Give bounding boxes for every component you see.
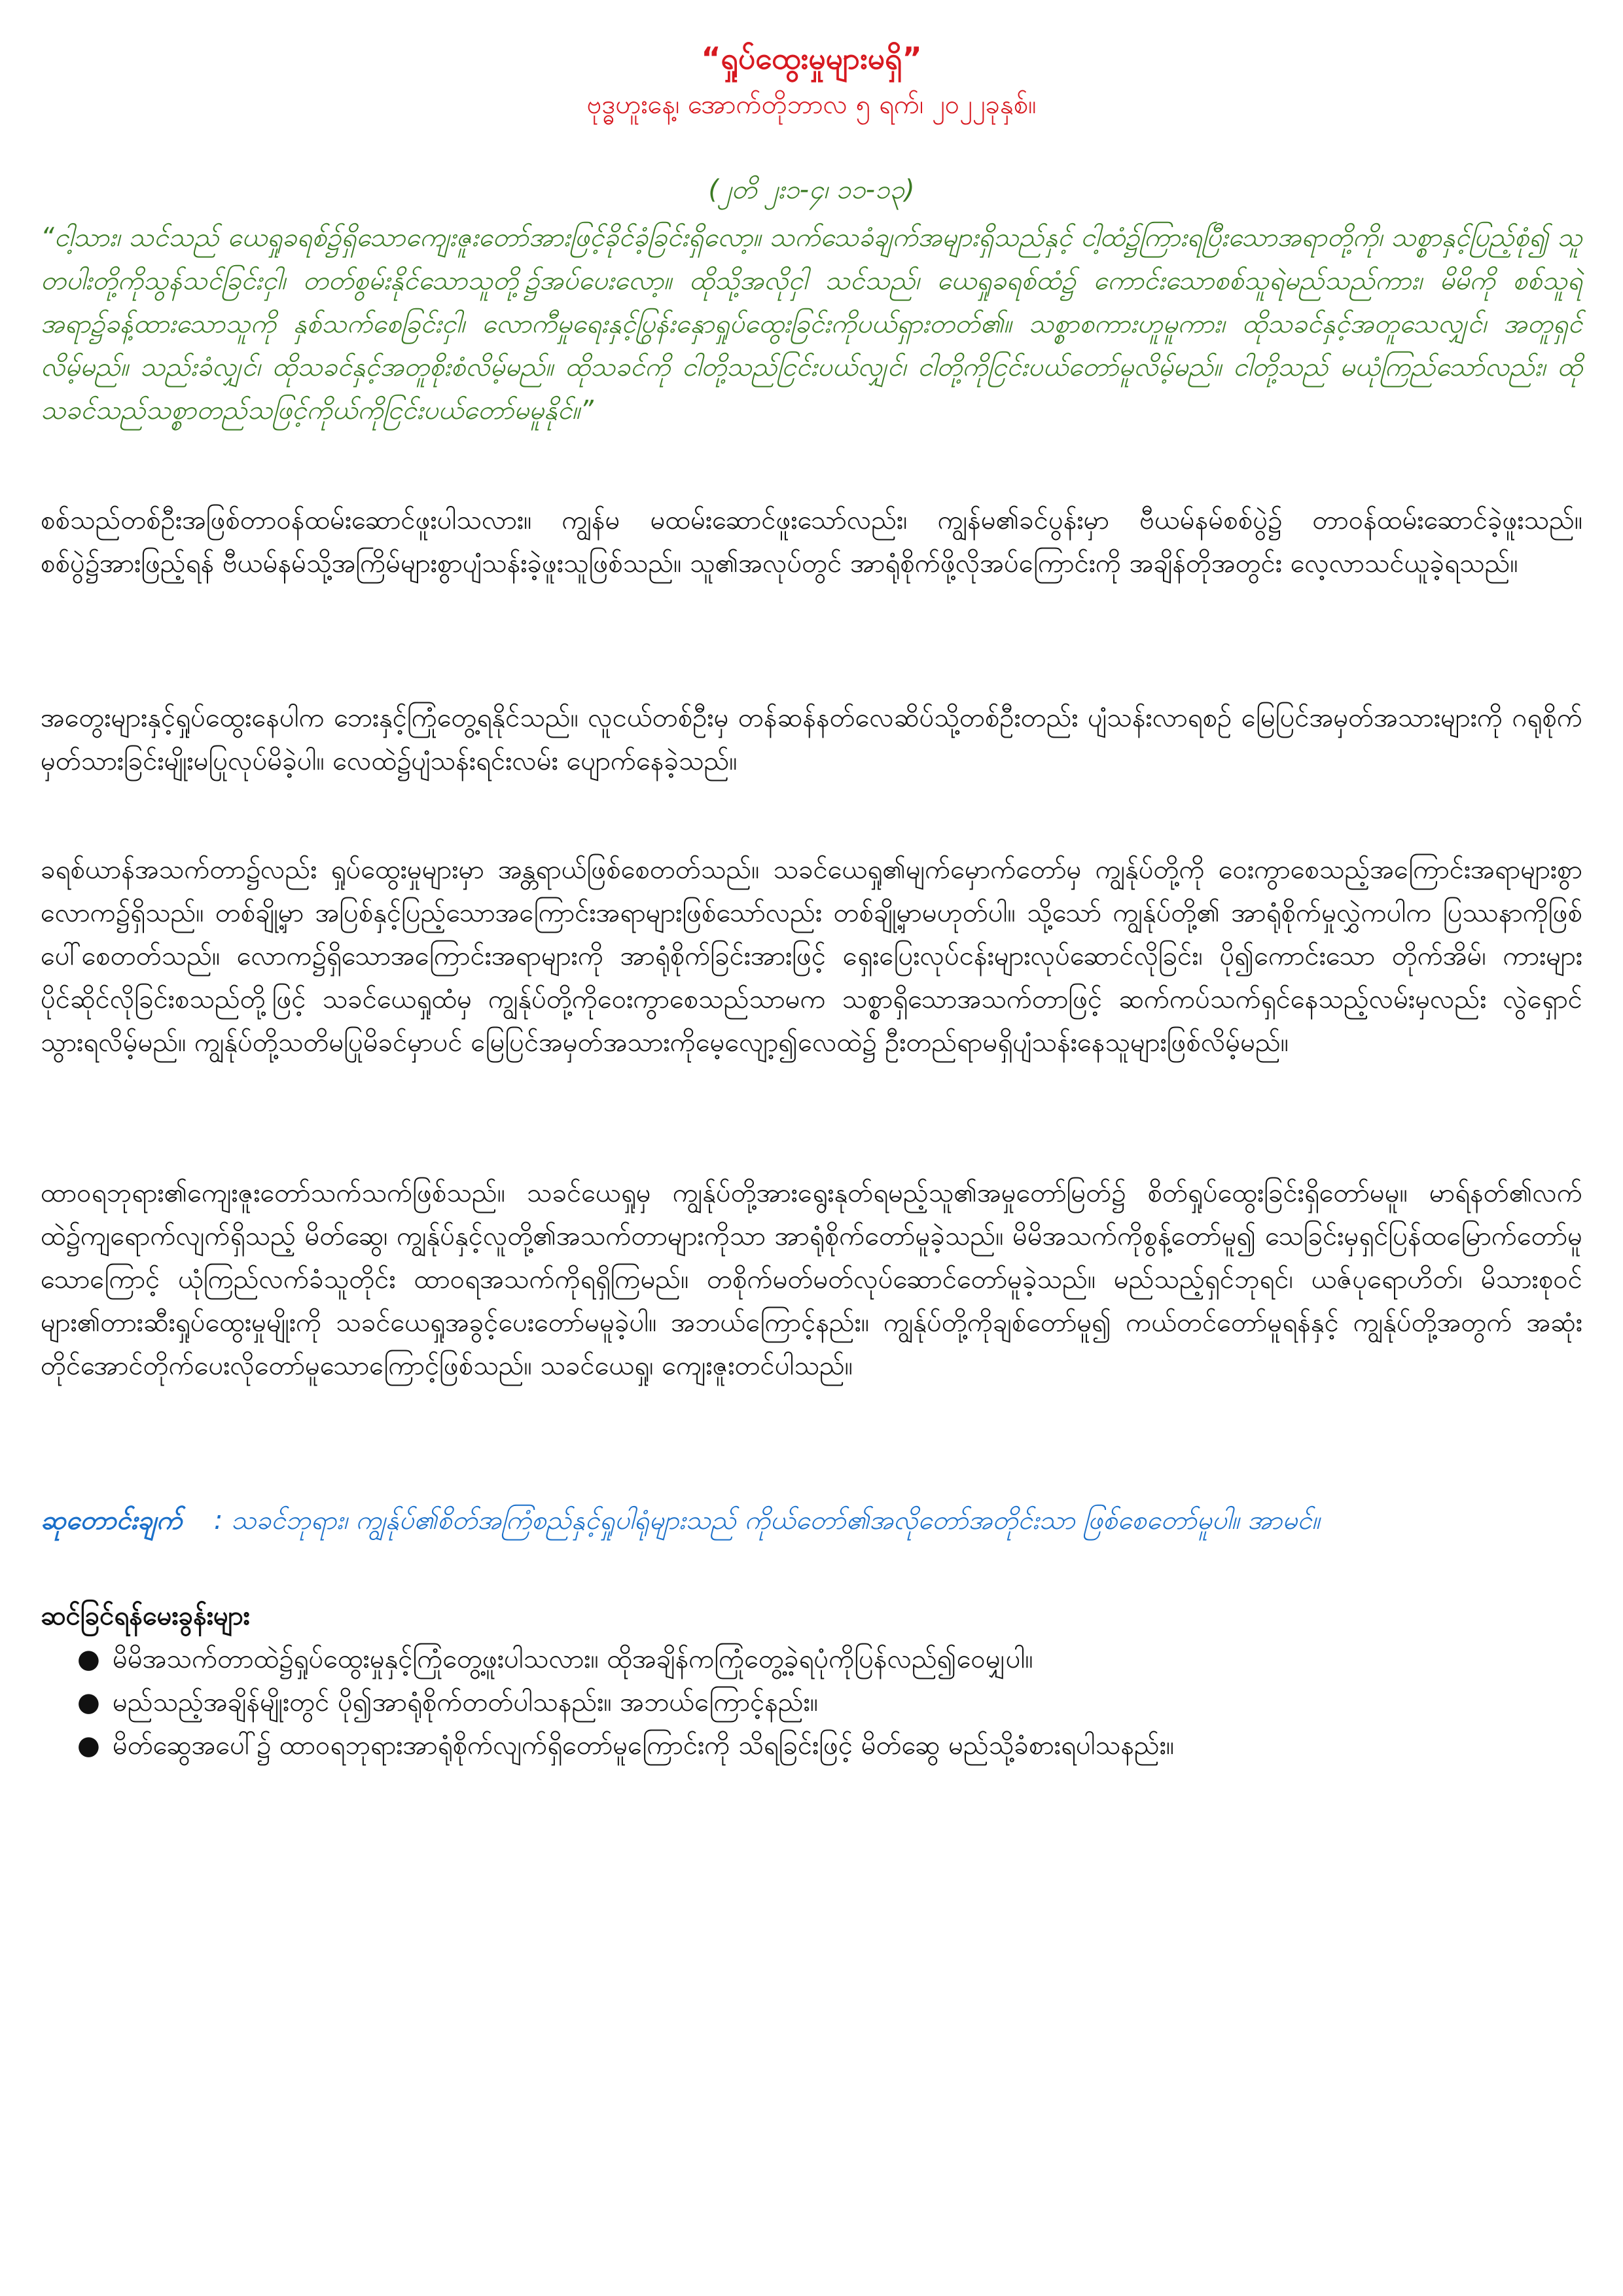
question-text: မည်သည့်အချိန်မျိုးတွင် ပို၍အာရုံစိုက်တတ်ပါသနည်း။ အဘယ်ကြောင့်နည်း။ bbox=[113, 1687, 818, 1717]
questions-heading: ဆင်ခြင်ရန်မေးခွန်းများ bbox=[41, 1601, 250, 1631]
prayer-text: : သခင်ဘုရား၊ ကျွန်ုပ်၏စိတ်အကြံစည်နှင့်ရှုပါရုံများသည် ကိုယ်တော်၏အလိုတော်အတိုင်းသာ ဖြစ်စေတော်မူပါ။ အာမင်။ bbox=[213, 1505, 1320, 1535]
question-item bbox=[41, 1638, 1582, 1681]
question-text: မိတ်ဆွေအပေါ်၌ ထာဝရဘုရားအာရုံစိုက်လျက်ရှိတော်မူကြောင်းကို သိရခြင်းဖြင့် မိတ်ဆွေ မည်သို့ခံစားရပါသနည်း။ bbox=[113, 1731, 1174, 1761]
bullet-icon: ● bbox=[77, 1731, 100, 1761]
prayer bbox=[41, 1499, 1582, 1542]
body-paragraph-1: စစ်သည်တစ်ဦးအဖြစ်တာဝန်ထမ်းဆောင်ဖူးပါသလား။ ကျွန်မ မထမ်းဆောင်ဖူးသော်လည်း၊ ကျွန်မ၏ခင်ပွန်းမှာ ဗီယမ်နမ်စစ်ပွဲ၌ တာဝန်ထမ်းဆောင်ခဲ့ဖူးသည်။ စစ်ပွဲ၌အားဖြည့်ရန် ဗီယမ်နမ်သို့အကြိမ်များစွာပျံသန်းခဲ့ဖူးသူဖြစ်သည်။ သူ၏အလုပ်တွင် အာရုံစိုက်ဖို့လိုအပ်ကြောင်းကို အချိန်တိုအတွင်း လေ့လာသင်ယူခဲ့ရသည်။ bbox=[41, 505, 1582, 579]
scripture-text: “ငါ့သား၊ သင်သည် ယေရှုခရစ်၌ရှိသောကျေးဇူးတော်အားဖြင့်ခိုင်ခံ့ခြင်းရှိလော့။ သက်သေခံချက်အများရှိသည်နှင့် ငါ့ထံ၌ကြားရပြီးသောအရာတို့ကို၊ သစ္စာနှင့်ပြည့်စုံ၍ သူတပါးတို့ကိုသွန်သင်ခြင်းငှါ၊ တတ်စွမ်းနိုင်သောသူတို့၌အပ်ပေးလော့။ ထိုသို့အလိုငှါ သင်သည်၊ ယေရှုခရစ်ထံ၌ ကောင်းသောစစ်သူရဲမည်သည်ကား၊ မိမိကို စစ်သူရဲအရာ၌ခန့်ထားသောသူကို နှစ်သက်စေခြင်းငှါ၊ လောကီမှုရေးနှင့်ပြွန်းနှောရှုပ်ထွေးခြင်းကိုပယ်ရှားတတ်၏။ သစ္စာစကားဟူမူကား၊ ထိုသခင်နှင့်အတူသေလျှင်၊ အတူရှင်လိမ့်မည်။ သည်းခံလျှင်၊ ထိုသခင်နှင့်အတူစိုးစံလိမ့်မည်။ ထိုသခင်ကို ငါတို့သည်ငြင်းပယ်လျှင်၊ ငါတို့ကိုငြင်းပယ်တော်မူလိမ့်မည်။ ငါတို့သည် မယုံကြည်သော်လည်း၊ ထိုသခင်သည်သစ္စာတည်သဖြင့်ကိုယ်ကိုငြင်းပယ်တော်မမူနိုင်။” bbox=[41, 223, 1582, 425]
questions-list bbox=[41, 1638, 1582, 1767]
question-item bbox=[41, 1724, 1582, 1767]
body-paragraph-4: ထာဝရဘုရား၏ကျေးဇူးတော်သက်သက်ဖြစ်သည်။ သခင်ယေရှုမှ ကျွန်ုပ်တို့အားရွေးနုတ်ရမည့်သူ၏အမှုတော်မြတ်၌ စိတ်ရှုပ်ထွေးခြင်းရှိတော်မမူ။ မာရ်နတ်၏လက်ထဲ၌ကျရောက်လျက်ရှိသည့် မိတ်ဆွေ၊ ကျွန်ုပ်နှင့်လူတို့၏အသက်တာများကိုသာ အာရုံစိုက်တော်မူခဲ့သည်။ မိမိအသက်ကိုစွန့်တော်မူ၍ သေခြင်းမှရှင်ပြန်ထမြောက်တော်မူသောကြောင့် ယုံကြည်လက်ခံသူတိုင်း ထာဝရအသက်ကိုရရှိကြမည်။ တစိုက်မတ်မတ်လုပ်ဆောင်တော်မူခဲ့သည်။ မည်သည့်ရှင်ဘုရင်၊ ယဇ်ပုရောဟိတ်၊ မိသားစုဝင်များ၏တားဆီးရှုပ်ထွေးမှုမျိုးကို သခင်ယေရှုအခွင့်ပေးတော်မမူခဲ့ပါ။ အဘယ်ကြောင့်နည်း။ ကျွန်ုပ်တို့ကိုချစ်တော်မူ၍ ကယ်တင်တော်မူရန်နှင့် ကျွန်ုပ်တို့အတွက် အဆုံးတိုင်အောင်တိုက်ပေးလိုတော်မူသောကြောင့်ဖြစ်သည်။ သခင်ယေရှု၊ ကျေးဇူးတင်ပါသည်။ bbox=[41, 1178, 1582, 1381]
prayer-label: ဆုတောင်းချက် bbox=[41, 1505, 183, 1535]
question-item bbox=[41, 1681, 1582, 1724]
body-paragraph-3: ခရစ်ယာန်အသက်တာ၌လည်း ရှုပ်ထွေးမှုများမှာ အန္တရာယ်ဖြစ်စေတတ်သည်။ သခင်ယေရှု၏မျက်မှောက်တော်မှ ကျွန်ုပ်တို့ကို ဝေးကွာစေသည့်အကြောင်းအရာများစွာ လောက၌ရှိသည်။ တစ်ချို့မှာ အပြစ်နှင့်ပြည့်သောအကြောင်းအရာများဖြစ်သော်လည်း တစ်ချို့မှာမဟုတ်ပါ။ သို့သော် ကျွန်ုပ်တို့၏ အာရုံစိုက်မှုလွှဲကပါက ပြဿနာကိုဖြစ်ပေါ်စေတတ်သည်။ လောက၌ရှိသောအကြောင်းအရာများကို အာရုံစိုက်ခြင်းအားဖြင့် ရှေးပြေးလုပ်ငန်းများလုပ်ဆောင်လိုခြင်း၊ ပို၍ကောင်းသော တိုက်အိမ်၊ ကားများပိုင်ဆိုင်လိုခြင်းစသည်တို့ဖြင့် သခင်ယေရှုထံမှ ကျွန်ုပ်တို့ကိုဝေးကွာစေသည်သာမက သစ္စာရှိသောအသက်တာဖြင့် ဆက်ကပ်သက်ရှင်နေသည့်လမ်းမှလည်း လွဲရှောင်သွားရလိမ့်မည်။ ကျွန်ုပ်တို့သတိမပြုမိခင်မှာပင် မြေပြင်အမှတ်အသားကိုမေ့လျော့၍လေထဲ၌ ဦးတည်ရာမရှိပျံသန်းနေသူများဖြစ်လိမ့်မည်။ bbox=[41, 855, 1582, 1058]
bullet-icon: ● bbox=[77, 1644, 100, 1674]
page-title: “ရှုပ်ထွေးမှုများမရှိ” bbox=[701, 41, 922, 76]
question-text: မိမိအသက်တာထဲ၌ရှုပ်ထွေးမှုနှင့်ကြုံတွေ့ဖူးပါသလား။ ထိုအချိန်ကကြုံတွေ့ခဲ့ရပုံကိုပြန်လည်၍ဝေမျှပါ။ bbox=[113, 1644, 1033, 1674]
bullet-icon: ● bbox=[77, 1687, 100, 1717]
body-paragraph-2: အတွေးများနှင့်ရှုပ်ထွေးနေပါက ဘေးနှင့်ကြုံတွေ့ရနိုင်သည်။ လူငယ်တစ်ဦးမှ တန်ဆန်နတ်လေဆိပ်သို့တစ်ဦးတည်း ပျံသန်းလာရစဉ် မြေပြင်အမှတ်အသားများကို ဂရုစိုက်မှတ်သားခြင်းမျိုးမပြုလုပ်မိခဲ့ပါ။ လေထဲ၌ပျံသန်းရင်းလမ်း ပျောက်နေခဲ့သည်။ bbox=[41, 703, 1582, 776]
scripture-reference: (၂တိ ၂း၁-၄၊ ၁၁-၁၃) bbox=[708, 175, 915, 205]
page-date: ဗုဒ္ဓဟူးနေ့၊ အောက်တိုဘာလ ၅ ရက်၊ ၂၀၂၂ခုနှစ်။ bbox=[586, 90, 1037, 120]
